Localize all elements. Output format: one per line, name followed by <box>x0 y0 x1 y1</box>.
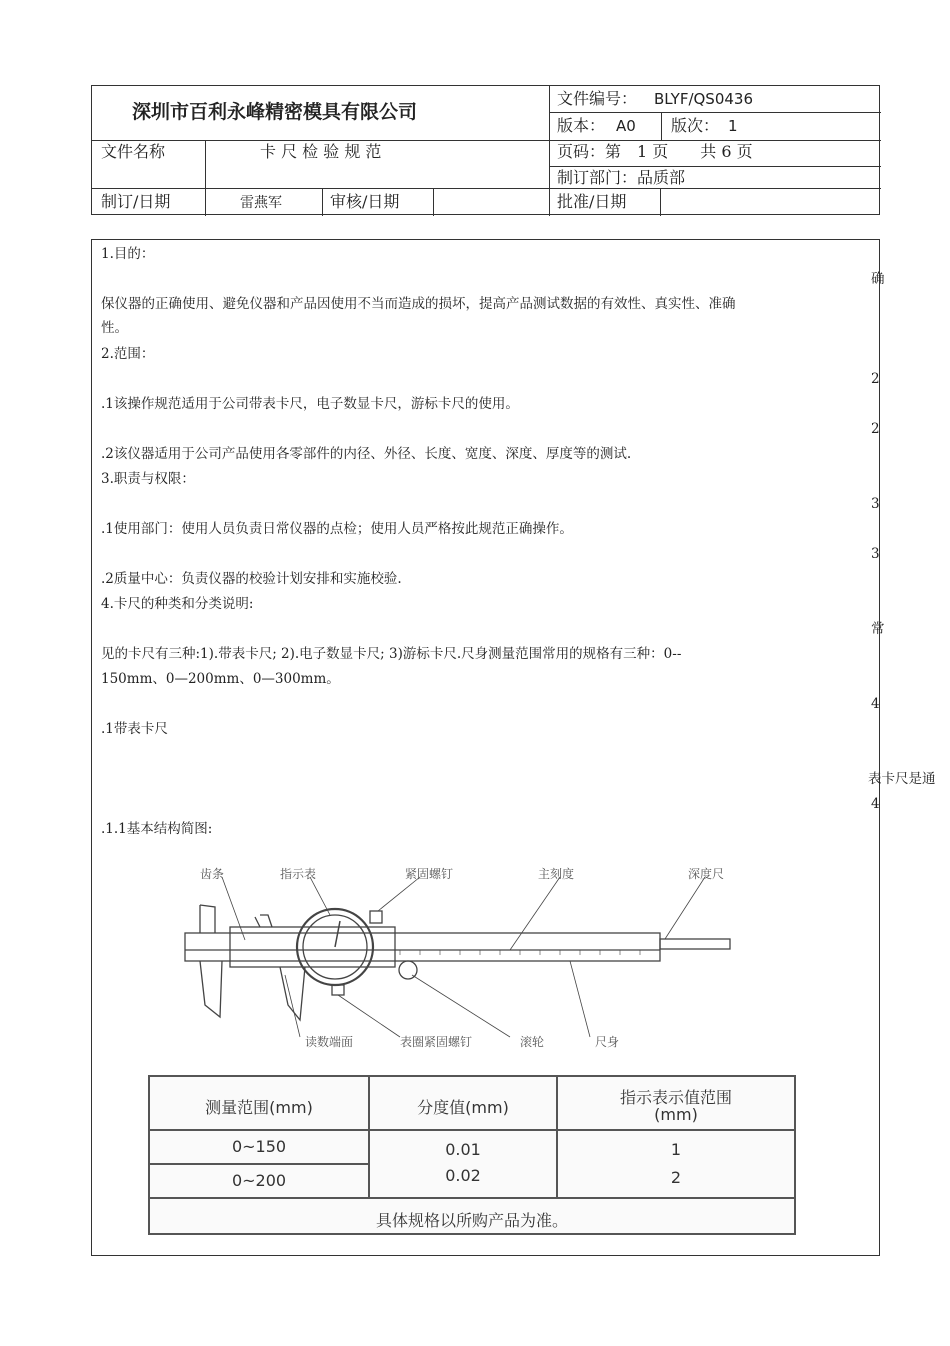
spec-row1-range: 0~150 <box>231 1137 287 1156</box>
doc-no: BLYF/QS0436 <box>654 90 754 108</box>
section-3-2-number: 3 <box>871 546 880 562</box>
spec-header-range: 测量范围(mm) <box>205 1098 313 1117</box>
version-cell <box>550 113 662 141</box>
approve-label-cell <box>550 189 661 216</box>
section-4-1-1-title: .1.1基本结构简图: <box>101 821 213 837</box>
made-label: 制订/日期 <box>101 192 171 211</box>
section-2-1-number: 2 <box>871 371 880 387</box>
review-label: 审核/日期 <box>330 192 400 211</box>
spec-hline-3 <box>150 1197 794 1199</box>
label-depth-rod: 深度尺 <box>688 867 725 881</box>
label-roller: 滚轮 <box>520 1035 545 1049</box>
version-value: A0 <box>616 117 636 135</box>
spec-header-indicator: 指示表示值范围 <box>619 1088 732 1107</box>
made-by-cell <box>206 189 323 216</box>
made-by: 雷燕军 <box>240 195 282 211</box>
section-2-2-text: .2该仪器适用于公司产品使用各零部件的内径、外径、长度、宽度、深度、厚度等的测试. <box>101 446 632 462</box>
label-ruler-body: 尺身 <box>595 1035 620 1049</box>
section-4-text: 见的卡尺有三种:1).带表卡尺; 2).电子数显卡尺; 3)游标卡尺.尺身测量范围常用的规格有三种：0-- <box>101 646 682 662</box>
approve-by-cell <box>661 189 881 216</box>
doc-no-label: 文件编号： <box>557 89 638 108</box>
file-name-cell <box>206 141 550 189</box>
page-info: 页码：第 1 页 共 6 页 <box>557 142 753 161</box>
section-4-1-overflow-text: 表卡尺是通 <box>868 771 936 787</box>
label-read-face: 读数端面 <box>305 1035 354 1049</box>
section-4-1-title: .1带表卡尺 <box>101 721 168 737</box>
file-name-label-cell <box>92 141 206 189</box>
spec-row1-indicator: 1 <box>670 1140 682 1159</box>
spec-row2-range: 0~200 <box>231 1171 287 1190</box>
section-2-title: 2.范围： <box>101 346 155 362</box>
section-4-text-cont: 150mm、0—200mm、0—300mm。 <box>101 671 340 687</box>
dept-cell <box>550 167 881 189</box>
caliper-drawing <box>160 855 740 1055</box>
doc-no-cell <box>550 86 881 113</box>
file-name-label: 文件名称 <box>101 142 166 161</box>
dept-info: 制订部门：品质部 <box>557 168 686 187</box>
section-1-wrap-char: 确 <box>871 271 885 287</box>
section-4-title: 4.卡尺的种类和分类说明: <box>101 596 254 612</box>
spec-header-indicator-unit: (mm) <box>654 1105 698 1124</box>
section-4-wrap-char: 常 <box>871 621 885 637</box>
section-1-text: 保仪器的正确使用、避免仪器和产品因使用不当而造成的损坏，提高产品测试数据的有效性、真实性、准确 <box>101 296 736 312</box>
label-lock-screw: 紧固螺钉 <box>405 867 454 881</box>
spec-row2-resolution: 0.02 <box>445 1166 481 1185</box>
section-3-2-text: .2质量中心：负责仪器的校验计划安排和实施校验. <box>101 571 402 587</box>
section-2-1-text: .1该操作规范适用于公司带表卡尺，电子数显卡尺，游标卡尺的使用。 <box>101 396 519 412</box>
revision-value: 1 <box>728 117 738 135</box>
revision-label: 版次： <box>671 116 720 135</box>
company-name: 深圳市百利永峰精密模具有限公司 <box>132 101 418 123</box>
company-cell <box>92 86 550 141</box>
section-4-1-1-number: 4 <box>871 796 880 812</box>
spec-row2-indicator: 2 <box>670 1168 682 1187</box>
approve-label: 批准/日期 <box>557 192 627 211</box>
spec-hline-2 <box>150 1163 368 1165</box>
label-dial: 指示表 <box>280 867 317 881</box>
label-rack: 齿条 <box>200 867 225 881</box>
caliper-diagram <box>160 855 740 1055</box>
spec-header-resolution: 分度值(mm) <box>417 1098 509 1117</box>
document-header <box>91 85 880 215</box>
section-2-2-number: 2 <box>871 421 880 437</box>
review-label-cell <box>323 189 434 216</box>
section-3-title: 3.职责与权限： <box>101 471 195 487</box>
label-main-scale: 主刻度 <box>538 867 575 881</box>
made-label-cell <box>92 189 206 216</box>
section-3-1-text: .1使用部门：使用人员负责日常仪器的点检；使用人员严格按此规范正确操作。 <box>101 521 573 537</box>
spec-table <box>148 1075 796 1235</box>
version-label: 版本： <box>557 116 606 135</box>
spec-row1-resolution: 0.01 <box>445 1140 481 1159</box>
revision-cell <box>662 113 881 141</box>
section-4-1-number: 4 <box>871 696 880 712</box>
spec-hline-1 <box>150 1129 794 1131</box>
spec-footer-note: 具体规格以所购产品为准。 <box>375 1211 568 1230</box>
section-1-title: 1.目的： <box>101 246 155 262</box>
page-cell <box>550 141 881 167</box>
label-bezel-screw: 表圈紧固螺钉 <box>400 1035 473 1049</box>
review-by-cell <box>434 189 550 216</box>
section-3-1-number: 3 <box>871 496 880 512</box>
section-1-text-cont: 性。 <box>101 320 128 336</box>
file-name: 卡 尺 检 验 规 范 <box>260 142 382 161</box>
